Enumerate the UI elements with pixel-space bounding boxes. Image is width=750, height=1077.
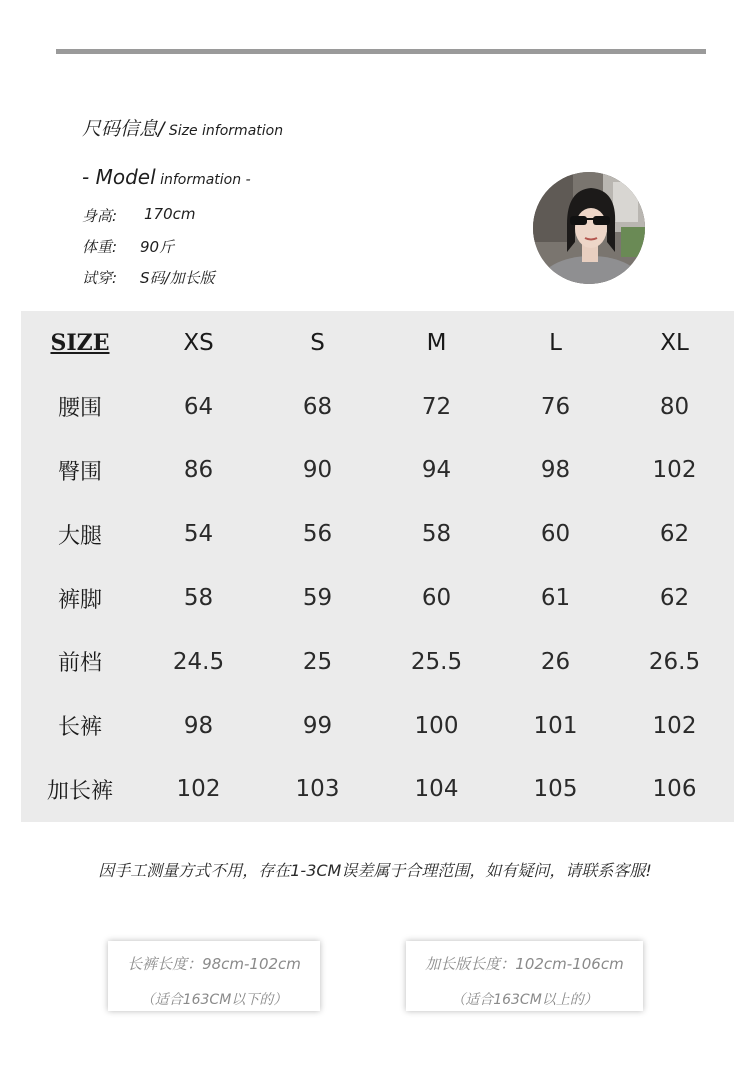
model-avatar-photo [533, 172, 645, 284]
card-length-text: 长裤长度：98cm-102cm [127, 955, 301, 973]
size-col-xl: XL [660, 329, 689, 356]
size-col-s: S [310, 329, 325, 356]
table-cell: 94 [421, 457, 452, 484]
table-cell: 103 [295, 776, 340, 803]
table-cell: 54 [183, 521, 214, 548]
size-col-l: L [549, 329, 562, 356]
table-cell: 102 [652, 457, 697, 484]
table-cell: 104 [414, 776, 459, 803]
section-title [82, 114, 283, 141]
table-cell: 105 [533, 776, 578, 803]
table-cell: 86 [183, 457, 214, 484]
row-label: 大腿 [57, 523, 102, 549]
spec-label: 试穿: [82, 269, 118, 287]
table-cell: 25 [302, 648, 333, 675]
table-cell: 80 [659, 393, 690, 420]
length-card-long [406, 941, 643, 1011]
size-col-m: M [426, 329, 447, 356]
row-label: 前档 [57, 651, 102, 677]
table-cell: 102 [652, 712, 697, 739]
spec-label: 身高: [82, 207, 118, 225]
spec-label: 体重: [82, 238, 118, 256]
model-heading-sub: information - [155, 172, 251, 188]
table-row [21, 758, 734, 822]
table-cell: 100 [414, 712, 459, 739]
table-row [21, 694, 734, 758]
table-cell: 58 [421, 521, 452, 548]
model-weight [82, 236, 175, 257]
card-fit-text: （适合163CM以下的） [140, 992, 288, 1008]
size-header-row [21, 311, 734, 375]
card-fit-text: （适合163CM以上的） [451, 992, 598, 1008]
table-cell: 58 [183, 585, 214, 612]
table-cell: 61 [540, 585, 571, 612]
size-header-label: SIZE [50, 329, 110, 356]
table-row [21, 630, 734, 694]
table-cell: 62 [659, 521, 690, 548]
card-length-text: 加长版长度：102cm-106cm [425, 955, 624, 973]
measurement-note: 因手工测量方式不用，存在1-3CM误差属于合理范围，如有疑问，请联系客服! [98, 861, 652, 880]
model-height [82, 205, 196, 226]
table-cell: 25.5 [410, 648, 463, 675]
row-label: 臀围 [57, 459, 102, 485]
table-cell: 76 [540, 393, 571, 420]
table-cell: 101 [533, 712, 578, 739]
top-divider [56, 49, 706, 54]
length-card-regular [108, 941, 320, 1011]
table-cell: 60 [540, 521, 571, 548]
spec-value: S码/加长版 [140, 269, 215, 287]
table-cell: 62 [659, 585, 690, 612]
table-cell: 98 [183, 712, 214, 739]
model-tried-size [82, 267, 215, 288]
model-heading-main: - Model [82, 165, 156, 189]
table-cell: 24.5 [172, 648, 225, 675]
row-label: 加长裤 [46, 778, 113, 804]
model-info-heading [82, 165, 251, 189]
table-cell: 68 [302, 393, 333, 420]
spec-value: 90斤 [140, 238, 175, 256]
table-cell: 26 [540, 648, 571, 675]
table-cell: 98 [540, 457, 571, 484]
table-cell: 56 [302, 521, 333, 548]
spec-value: 170cm [144, 205, 196, 223]
row-label: 腰围 [57, 396, 102, 422]
size-table [21, 311, 734, 822]
table-row [21, 566, 734, 630]
table-cell: 102 [176, 776, 221, 803]
table-cell: 90 [302, 457, 333, 484]
row-label: 长裤 [57, 715, 102, 741]
table-cell: 26.5 [648, 648, 701, 675]
table-cell: 59 [302, 585, 333, 612]
table-cell: 72 [421, 393, 452, 420]
table-row [21, 502, 734, 566]
table-cell: 99 [302, 712, 333, 739]
section-title-cn: 尺码信息/ [82, 118, 165, 140]
section-title-en: Size information [164, 123, 284, 139]
size-col-xs: XS [183, 329, 214, 356]
row-label: 裤脚 [57, 587, 102, 613]
table-cell: 60 [421, 585, 452, 612]
table-row [21, 439, 734, 503]
table-row [21, 375, 734, 439]
table-cell: 64 [183, 393, 214, 420]
table-cell: 106 [652, 776, 697, 803]
